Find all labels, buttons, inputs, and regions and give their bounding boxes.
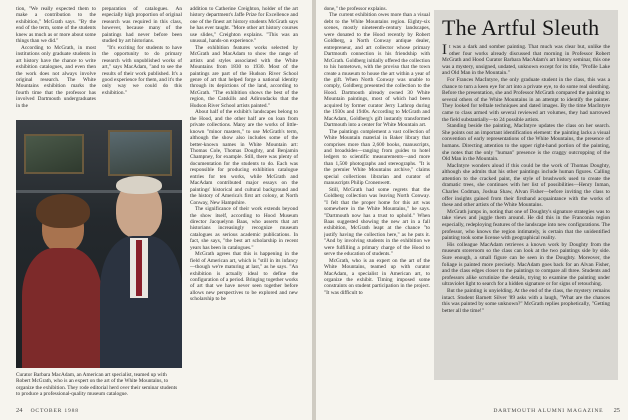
background-painting [24,134,84,174]
body-paragraph: done," the professor explains. [324,6,387,12]
body-paragraph: "It's exciting for students to have the opportunity to do primary research with unpublished works of art," says MacAdam, "and to see the results of their work published. It's a good experience for them, and it's the only way we could do this exhibition." [102,44,182,96]
body-paragraph: addition to Catherine Creighton, holder of the art history department's Jaffe Prize for Excellence and one of the finest art history students McGrath says he has ever taught. "More other art history courses use slides," Creighton explains. "This was an unusual, hands-on experience." [190,6,298,45]
body-paragraph: About half of the exhibit's landscapes belong to the Hood, and the other half are on loan from private collections. Many are the works of little-known "minor masters," to use McGrath's term, although the show also includes some of the better-known names in White Mountain art: Thomas Cole, Thomas Doughty, and Benjamin Champney, for example. Still, there was plenty of documentation for the students to do. Each was responsible for producing exhibition catalogue entries for ten works, while McGrath and MacAdam contributed major essays on the paintings' historical and cultural background and the history of America's first art colony, at North Conway, New Hampshire. [190,109,298,206]
right-page-column-1 [324,6,430,410]
left-page-column-2 [102,6,182,116]
left-page-column-3 [190,6,298,410]
body-paragraph: The exhibition features works selected by McGrath and MacAdam to show the range of artists and styles associated with the White Mountains from 1830 to 1930. Most of the paintings are part of the Hudson River School genre of art that helped forge a national identity through its depictions of the land, according to McGrath. "The exhibition shows the best of the region, the Catskills and Adirondacks that the Hudson River School artists painted." [190,44,298,109]
sidebar-paragraph: For Frances MacIntyre, the only graduate student in the class, this was a chance to turn a keen eye for art into a private eye, to do some real sleuthing. Before the presentation, she and Professor McGrath compared the painting to several others of the White Mountains in an attempt to identify the painter. They looked for telltale techniques and dated images. By the time MacIntyre came to class armed with several reviewed art volumes, they had narrowed the field substantially—to 24 possible artists. [442,76,610,123]
sidebar-paragraph: It was a dark and somber painting. That much was clear but, unlike the other four works already discussed that morning in Professor Robert McGrath and Hood Curator Barbara MacAdam's art history seminar, this one was a mystery, unsigned, undated, unknown except for its title, "Profile Lake and Old Man in the Mountain." [442,42,610,77]
background-painting [108,130,172,176]
sidebar-body [442,44,610,314]
page-folio-left [16,407,79,414]
sidebar-paragraph: McGrath jumps in, noting that one of Doughty's signature strategies was to take views and juggle them around. He did this in the Franconia region especially, redeploying features of the landscape into new configurations. The professor, who knows the region intimately, is certain that the unidentified painting took some license with geographical reality. [442,208,610,242]
body-paragraph: According to McGrath, in most institutions only graduate students in art history have the chance to write exhibition catalogues, and even then the work does not always involve original research. The White Mountains exhibition marks the fourth time that the professor has involved Dartmouth undergraduates in the [16,44,96,109]
left-page-column-1 [16,6,96,116]
sidebar-box [434,10,618,380]
body-paragraph: The current exhibition owes more than a visual debt to the White Mountains region. Eighty-six scenes, mostly nineteenth-century landscapes, were donated to the Hood recently by Robert Goldberg, a North Conway antique dealer, entrepreneur, and art collector whose primary Dartmouth connection is his friendship with McGrath. Goldberg initially offered the collection to his hometown, with the proviso that the town create a museum to house the art within a year of the gift. When North Conway was unable to comply, Goldberg presented the collection to the Hood. Dartmouth already owned 30 White Mountain paintings, most of which had been acquired by former curator Jerry Lathrop during the 1930s and 1940s. According to McGrath and MacAdam, Goldberg's gift instantly transformed Dartmouth into a center for White Mountain art. [324,12,430,129]
man-hair [116,176,162,194]
man-tie [136,240,142,296]
woman-hair [36,194,90,228]
page-number: 24 [16,407,23,414]
sidebar-title: The Artful Sleuth [442,15,600,40]
sidebar-paragraph: But the painting is unyielding. At the end of the class, the mystery remains intact. Student Barnett Silver '89 asks with a laugh, "What are the chances this was painted by some unknown?" McGrath replies prophetically, "Getting better all the time!" [442,287,610,314]
body-paragraph: The paintings complement a vast collection of White Mountain material in Baker library that comprises more than 2,600 books, manuscripts, and broadsides—ranging from guides to hotel ledgers to scientific measurements—and more than 1,500 photographs and stereographs. "It is the premier White Mountains archive," claims special collections librarian and curator of manuscripts Philip Cronenwett. [324,128,430,187]
sidebar-paragraph: Standing beside the painting, MacIntyre updates the class on her search. She points out an important identification element: the painting lacks a visual convention of early representations of the White Mountains, the presence of humans. Directing attention to the upper right-hand portion of the painting, she notes that the only "human" presence is the craggy outcropping of the Old Man in the Mountain. [442,123,610,163]
right-page [316,0,628,420]
body-paragraph: preparation of catalogues. An especially high proportion of original research was required in this class, however, because many of the paintings had never before been studied by art historians. [102,6,182,45]
left-page [0,0,312,420]
curators-photo [16,120,182,368]
page-folio-right [493,407,620,414]
body-paragraph: McGrath agrees that this is happening in the field of American art, which is "still in its infancy—though we're maturing at last," as he says. "An exhibition is actually ideal to define the configuration of a period. Bringing together works of art that we have never seen together before allows new perspectives to be explored and new scholarship to be [190,251,298,303]
page-number: 25 [613,407,620,414]
sidebar-paragraph: MacIntyre wonders aloud if this could be the work of Thomas Doughty, although she admits that his other paintings include human figures. Calling attention to the cracked paint, the style of brushwork used to create the dramatic trees, she continues with her list of possibilities—Henry Inman, Charles Codman, Joshua Shaw, Alvan Fisher—before inviting the class to offer insights gained from their firsthand acquaintance with the works of these and other artists of the White Mountains. [442,162,610,209]
body-paragraph: tion, "We really expected them to make a contribution to the exhibition," McGrath says. "By the end of the term, some of the students knew as much as or more about some things than we did." [16,6,96,45]
body-paragraph: The significance of their work extends beyond the show itself, according to Hood Museum director Jacquelynn Baas, who asserts that art historians increasingly recognize museum catalogues as serious academic publications. In fact, she says, "the best art scholarship in recent years has been in catalogues." [190,206,298,251]
photo-caption: Curator Barbara MacAdam, an American art specialist, teamed up with Robert McGrath, who is an expert on the art of the White Mountains, to organize the exhibition. They rode editorial herd over their seminar students to produce a professional-quality museum catalogue. [16,372,178,398]
issue-date: OCTOBER 1988 [30,408,79,414]
woman-dress [22,248,102,368]
body-paragraph: Still, McGrath had some regrets that the Goldberg collection was leaving North Conway. "I felt that the proper home for this art was somewhere in the White Mountains," he says. "Dartmouth now has a trust to uphold." When Baas suggested showing the new art in a fall exhibition, McGrath leapt at the chance "to justify having the collection here," as he puts it. "And by involving students in the exhibition we were fulfilling a primary charge of the Hood to serve the education of students." [324,186,430,258]
sidebar-paragraph: His colleague MacAdam retrieves a known work by Doughty from the museum storeroom so the class can look at the two paintings side by side. Sure enough, a small figure can be seen in the Doughty. Moreover, the foliage is painted more precisely. MacAdam goes back for an Alvan Fisher, and the class edges closer to the paintings to compare all three. Students and professors alike scrutinize the details, trying to examine the painting under ultraviolet light to search for a hidden signature or for signs of retouching. [442,241,610,288]
body-paragraph: McGrath, who is an expert on the art of the White Mountains, teamed up with curator MacAdam, a specialist in American art, to organize the exhibit. Timing imposed some constraints on student participation in the project. "It was difficult to [324,257,430,296]
drop-cap: I [442,42,447,58]
magazine-name: DARTMOUTH ALUMNI MAGAZINE [493,408,604,414]
